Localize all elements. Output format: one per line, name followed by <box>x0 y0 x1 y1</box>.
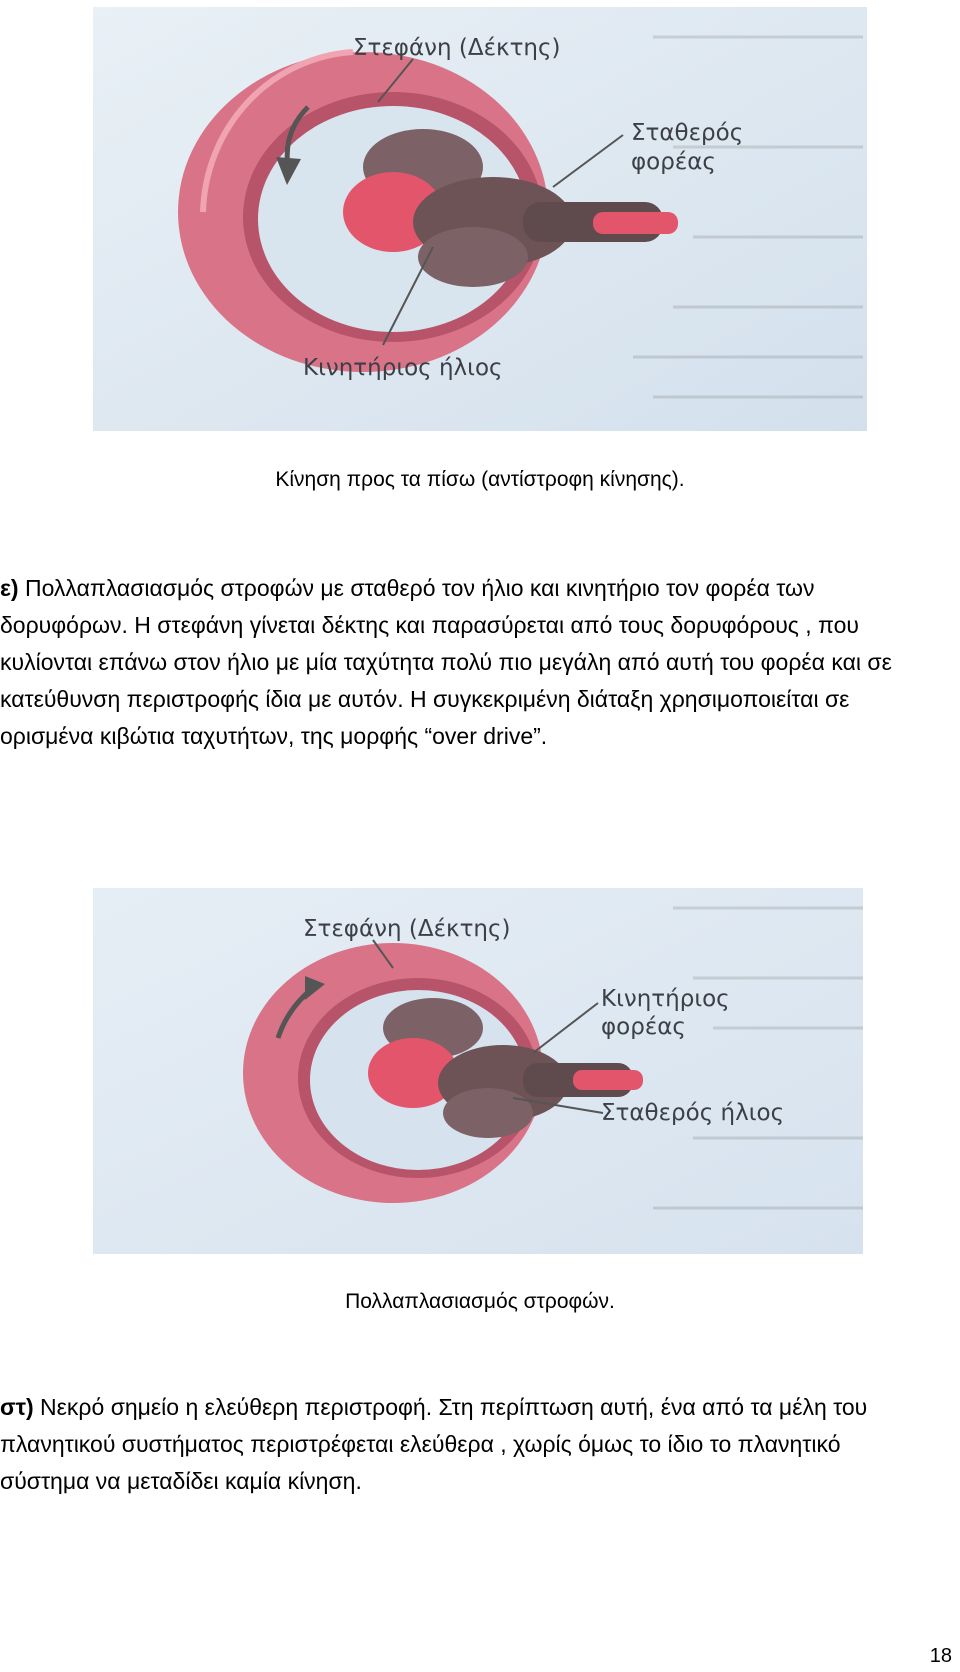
section-e-paragraph <box>0 570 930 755</box>
figure-speed-multiplication <box>93 888 863 1254</box>
carrier-label-line1: Σταθερός <box>631 120 744 146</box>
sun-gear-label: Κινητήριος ήλιος <box>303 355 503 381</box>
planetary-gear-illustration-2 <box>93 888 863 1254</box>
figure-caption-1: Κίνηση προς τα πίσω (αντίστροφη κίνησης). <box>275 468 685 491</box>
figure-caption-2: Πολλαπλασιασμός στροφών. <box>345 1290 615 1313</box>
sun-gear-label: Σταθερός ήλιος <box>601 1100 785 1126</box>
section-st-text: Νεκρό σημείο η ελεύθερη περιστροφή. Στη περίπτωση αυτή, ένα από τα μέλη του πλανητικού συστήματος περιστρέφεται ελεύθερα , χωρίς όμως το ίδιο το πλανητικό σύστημα να μεταδίδει καμία κίνηση. <box>0 1394 868 1494</box>
section-st-paragraph <box>0 1389 930 1500</box>
section-st-marker: στ) <box>0 1394 34 1420</box>
carrier-label-line2: φορέας <box>631 149 716 175</box>
section-e-marker: ε) <box>0 575 19 601</box>
planetary-gear-illustration-1 <box>93 7 867 431</box>
output-shaft <box>593 212 678 234</box>
ring-gear-label: Στεφάνη (Δέκτης) <box>303 916 511 942</box>
section-e-text: Πολλαπλασιασμός στροφών με σταθερό τον ήλιο και κινητήριο τον φορέα των δορυφόρων. Η στεφάνη γίνεται δέκτης και παρασύρεται από τους δορυφόρους , που κυλίονται επάνω στον ήλιο με μία ταχύτητα πολύ πιο μεγάλη από αυτή του φορέα και σε κατεύθυνση περιστροφής ίδια με αυτόν. Η συγκεκριμένη διάταξη χρησιμοποιείται σε ορισμένα κιβώτια ταχυτήτων, της μορφής “over drive”. <box>0 575 892 749</box>
page-number: 18 <box>929 1645 952 1667</box>
carrier-label-line2: φορέας <box>601 1014 686 1040</box>
ring-gear-label: Στεφάνη (Δέκτης) <box>353 35 561 61</box>
figure-reverse-motion <box>93 7 867 431</box>
output-shaft <box>573 1070 643 1090</box>
carrier-label-line1: Κινητήριος <box>601 986 730 1012</box>
